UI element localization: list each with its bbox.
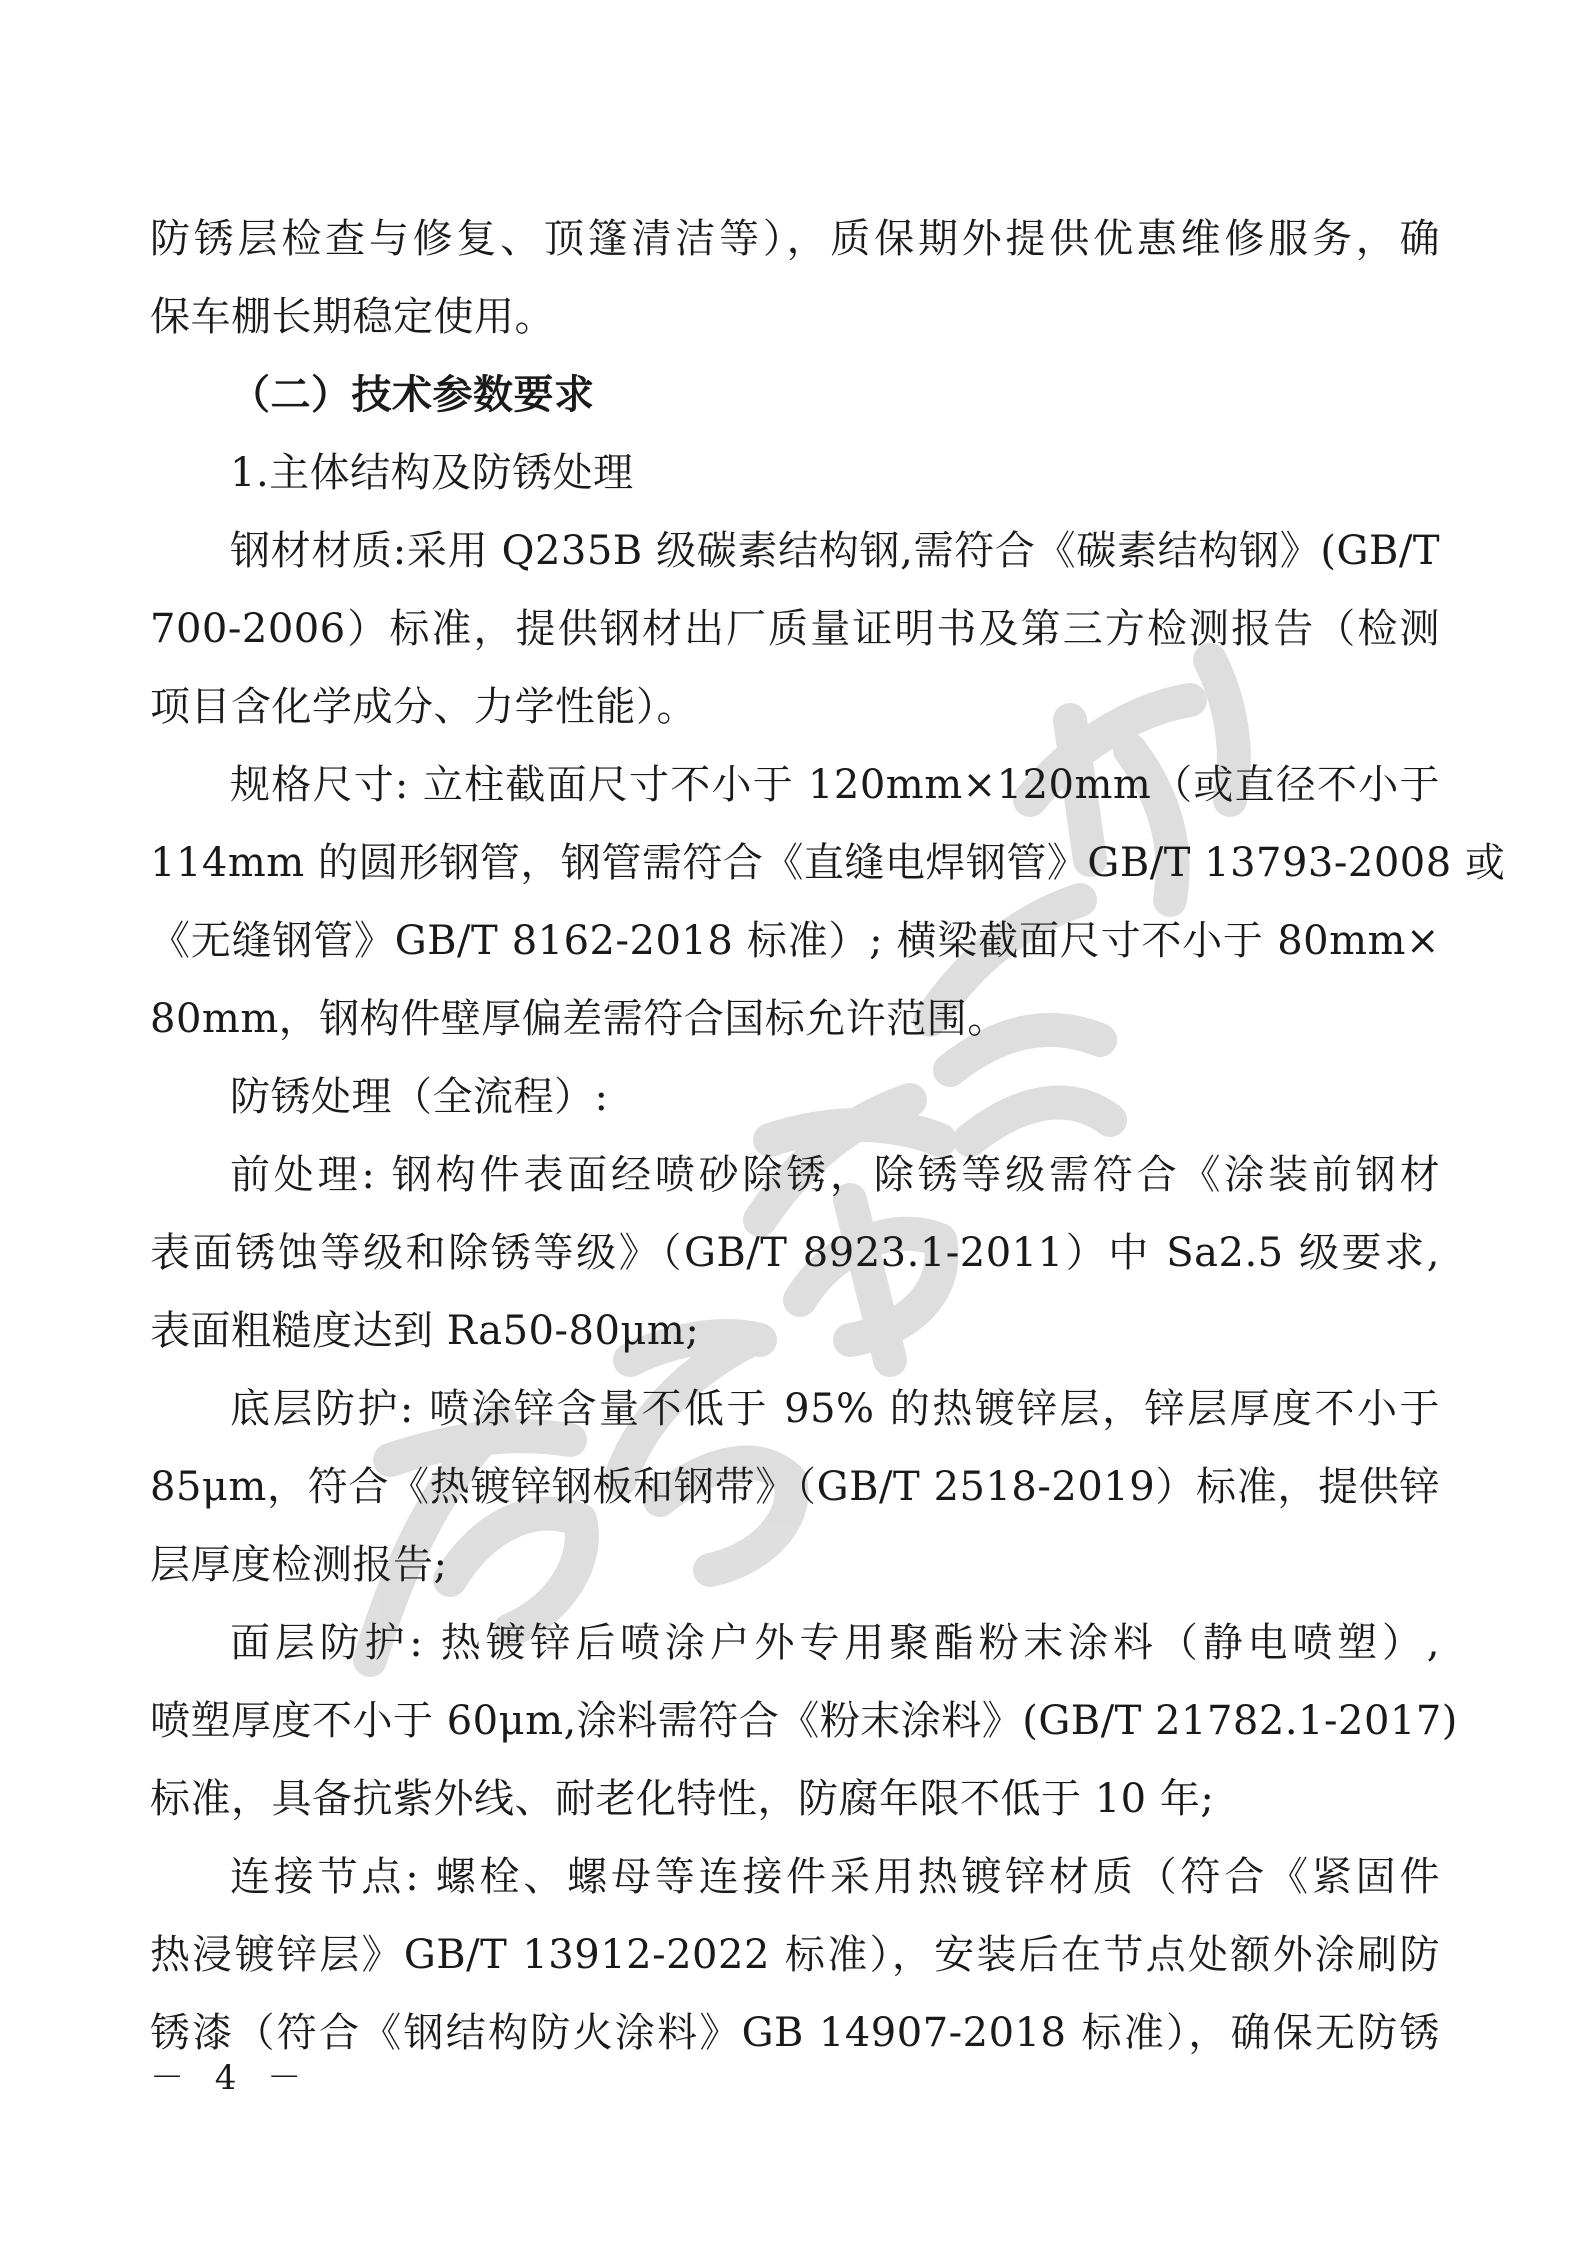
paragraph-line: 连接节点: 螺栓、螺母等连接件采用热镀锌材质（符合《紧固件 — [230, 1854, 1440, 1900]
paragraph-line: 喷塑厚度不小于 60μm,涂料需符合《粉末涂料》(GB/T 21782.1-2017) — [150, 1698, 1458, 1744]
paragraph-line: 80mm，钢构件壁厚偏差需符合国标允许范围。 — [150, 996, 1008, 1042]
paragraph-line: 《无缝钢管》GB/T 8162-2018 标准）; 横梁截面尺寸不小于 80mm× — [150, 918, 1440, 964]
paragraph-line: 防锈层检查与修复、顶篷清洁等），质保期外提供优惠维修服务，确 — [150, 216, 1440, 262]
paragraph-line: 表面锈蚀等级和除锈等级》（GB/T 8923.1-2011）中 Sa2.5 级要求, — [150, 1230, 1440, 1276]
subsection-heading: 1.主体结构及防锈处理 — [230, 450, 634, 496]
paragraph-line: 标准，具备抗紫外线、耐老化特性，防腐年限不低于 10 年; — [150, 1776, 1215, 1822]
paragraph-line: 114mm 的圆形钢管，钢管需符合《直缝电焊钢管》GB/T 13793-2008 或 — [150, 840, 1506, 886]
section-heading: （二）技术参数要求 — [230, 372, 595, 418]
paragraph-line: 规格尺寸: 立柱截面尺寸不小于 120mm×120mm（或直径不小于 — [230, 762, 1440, 808]
paragraph-line: 表面粗糙度达到 Ra50-80μm; — [150, 1308, 700, 1354]
paragraph-line: 层厚度检测报告; — [150, 1542, 448, 1588]
paragraph-line: 85μm，符合《热镀锌钢板和钢带》（GB/T 2518-2019）标准，提供锌 — [150, 1464, 1440, 1510]
paragraph-line: 面层防护: 热镀锌后喷涂户外专用聚酯粉末涂料（静电喷塑）, — [230, 1620, 1440, 1666]
paragraph-line: 700-2006）标准，提供钢材出厂质量证明书及第三方检测报告（检测 — [150, 606, 1440, 652]
paragraph-line: 保车棚长期稳定使用。 — [150, 294, 555, 340]
paragraph-line: 项目含化学成分、力学性能）。 — [150, 684, 697, 730]
document-body — [150, 200, 1506, 2072]
paragraph-line: 钢材材质:采用 Q235B 级碳素结构钢,需符合《碳素结构钢》(GB/T — [230, 528, 1440, 574]
page-number: － 4 － — [150, 2058, 312, 2098]
paragraph-line: 防锈处理（全流程）: — [230, 1074, 609, 1120]
paragraph-line: 热浸镀锌层》GB/T 13912-2022 标准），安装后在节点处额外涂刷防 — [150, 1932, 1440, 1978]
paragraph-line: 前处理: 钢构件表面经喷砂除锈，除锈等级需符合《涂装前钢材 — [230, 1152, 1440, 1198]
paragraph-line: 底层防护: 喷涂锌含量不低于 95% 的热镀锌层，锌层厚度不小于 — [230, 1386, 1440, 1432]
paragraph-line: 锈漆（符合《钢结构防火涂料》GB 14907-2018 标准），确保无防锈 — [150, 2010, 1440, 2056]
